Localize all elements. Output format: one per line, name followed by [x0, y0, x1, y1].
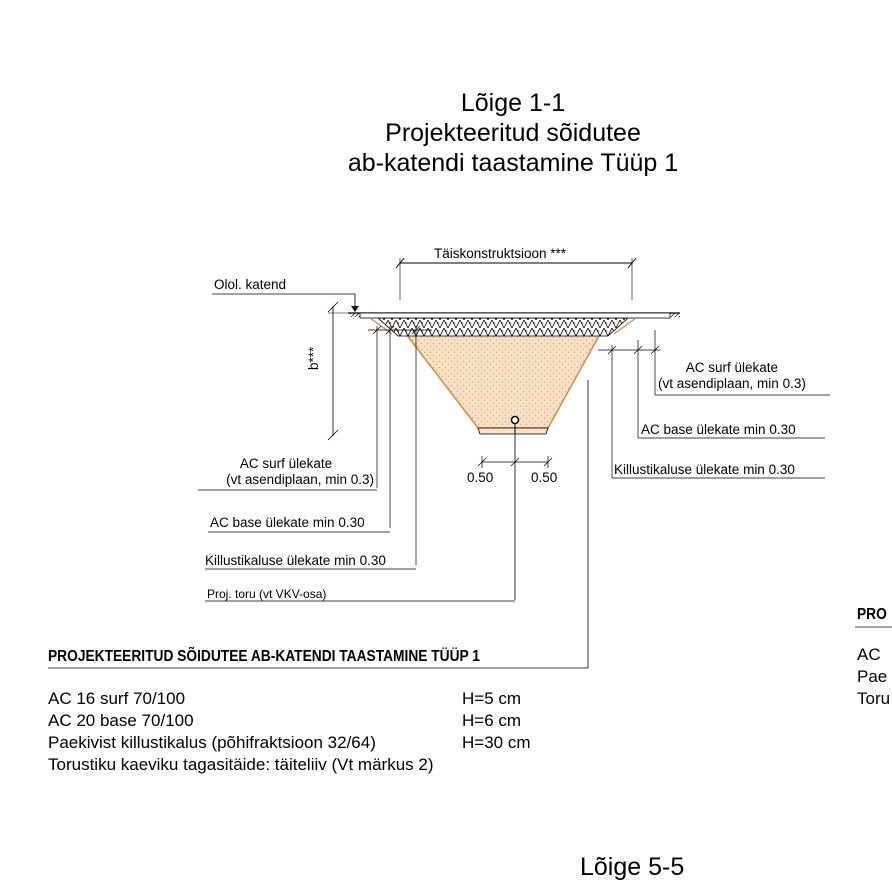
- depth-dimension: [328, 302, 350, 440]
- label-left-ac-surf-line1: AC surf ülekate: [239, 456, 333, 471]
- label-full-construction: Täiskonstruktsioon ***: [434, 246, 567, 261]
- spec-row-3-name: Paekivist killustikalus (põhifraktsioon 32/64): [48, 733, 376, 752]
- neighbor-row-2: Pae: [857, 667, 888, 686]
- label-left-ac-surf-line2: (vt asendiplaan, min 0.3): [226, 472, 374, 487]
- label-right-ac-surf-line2: (vt asendiplaan, min 0.3): [658, 376, 806, 391]
- label-left-ac-surf: [198, 456, 374, 488]
- section-title-line-2: Projekteeritud sõidutee: [385, 119, 641, 147]
- spec-row-4-name: Torustiku kaeviku tagasitäide: täiteliiv (Vt märkus 2): [48, 755, 434, 774]
- label-left-ac-base: AC base ülekate min 0.30: [210, 515, 365, 530]
- next-section-title: Lõige 5-5: [580, 853, 685, 881]
- section-title-line-3: ab-katendi taastamine Tüüp 1: [347, 149, 679, 177]
- spec-row-4: [48, 754, 568, 776]
- gravel-base-layer: [378, 318, 628, 336]
- label-right-ac-surf: [658, 360, 806, 392]
- section-title-line-1: Lõige 1-1: [460, 89, 566, 117]
- pipe-offset-dimension: [478, 434, 552, 600]
- spec-row-1: [48, 688, 568, 710]
- asphalt-layers: [360, 313, 670, 318]
- label-depth: b***: [306, 346, 321, 370]
- label-dim-left: 0.50: [467, 470, 494, 485]
- spec-title: PROJEKTEERITUD SÕIDUTEE AB-KATENDI TAASTAMINE TÜÜP 1: [48, 648, 480, 665]
- label-left-gravel: Killustikaluse ülekate min 0.30: [205, 553, 386, 568]
- neighbor-title: PRO: [857, 606, 887, 623]
- label-dim-right: 0.50: [531, 470, 558, 485]
- spec-row-2-thickness: H=6 cm: [462, 711, 522, 730]
- label-right-ac-surf-line1: AC surf ülekate: [685, 360, 779, 375]
- spec-row-3: [48, 732, 568, 754]
- spec-row-1-name: AC 16 surf 70/100: [48, 689, 186, 708]
- label-right-ac-base: AC base ülekate min 0.30: [641, 422, 796, 437]
- spec-row-3-thickness: H=30 cm: [462, 733, 531, 752]
- spec-row-2-name: AC 20 base 70/100: [48, 711, 194, 730]
- neighbor-row-1: AC: [857, 645, 881, 664]
- label-right-gravel: Killustikaluse ülekate min 0.30: [614, 462, 795, 477]
- label-pipe: Proj. toru (vt VKV-osa): [207, 587, 327, 601]
- neighbor-row-3: Toru: [857, 689, 891, 708]
- spec-row-2: [48, 710, 568, 732]
- trench-sand-fill: [406, 334, 600, 428]
- full-construction-dimension: [396, 258, 636, 300]
- label-existing-pavement: Olol. katend: [214, 277, 287, 292]
- right-overlap-ticks: [598, 330, 660, 478]
- left-overlap-ticks: [368, 326, 432, 565]
- spec-row-1-thickness: H=5 cm: [462, 689, 522, 708]
